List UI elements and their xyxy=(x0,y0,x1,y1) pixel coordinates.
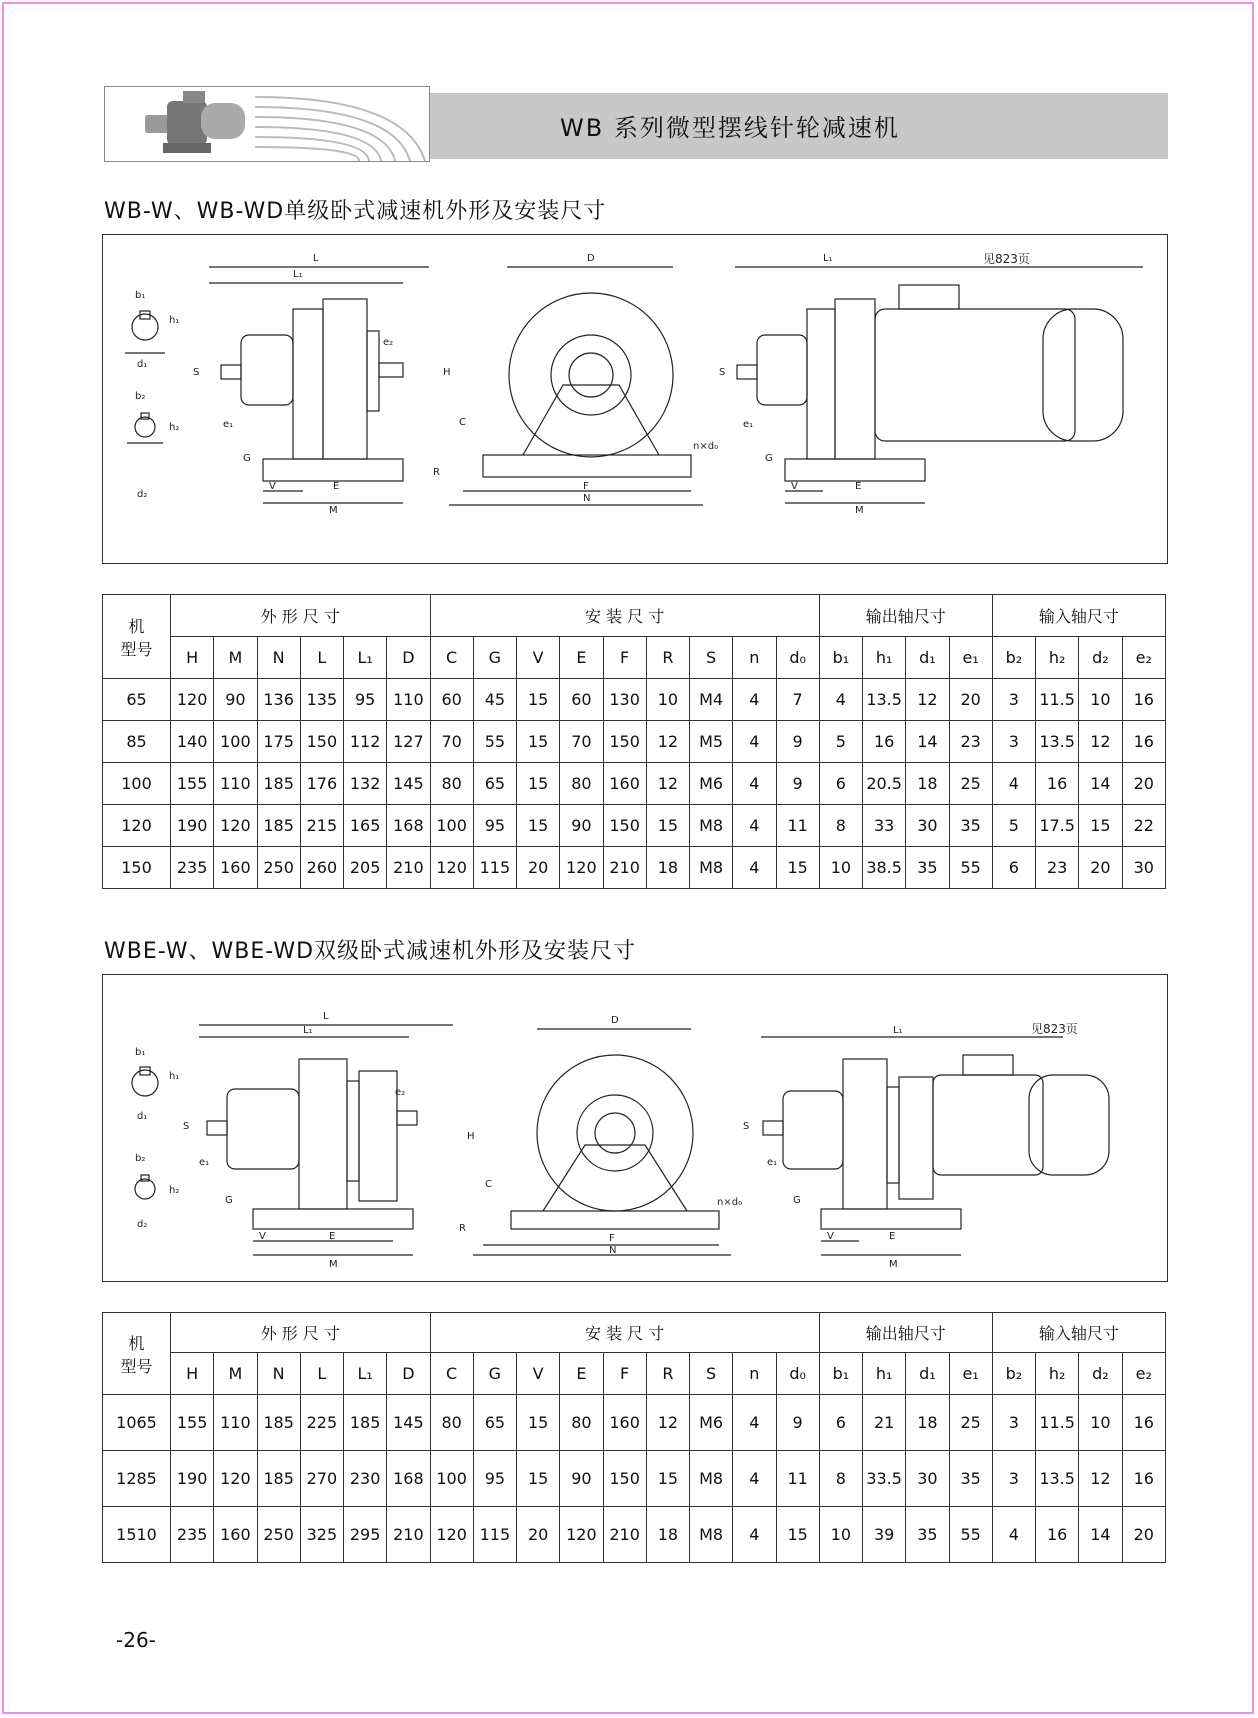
table-row xyxy=(103,847,1166,889)
value-cell: 6 xyxy=(992,847,1035,889)
value-cell: 16 xyxy=(863,721,906,763)
table-row xyxy=(103,1451,1166,1507)
motor-side-view-icon xyxy=(719,252,1143,516)
value-cell: 15 xyxy=(517,1395,560,1451)
value-cell: 130 xyxy=(603,679,646,721)
section1-drawing xyxy=(102,234,1168,564)
svg-text:V: V xyxy=(791,481,798,492)
value-cell: 15 xyxy=(776,1507,819,1563)
value-cell: 4 xyxy=(733,805,776,847)
value-cell: M4 xyxy=(690,679,733,721)
value-cell: 55 xyxy=(949,847,992,889)
value-cell: 16 xyxy=(1122,679,1166,721)
output-shaft-key-icon xyxy=(132,1047,179,1122)
value-cell: 7 xyxy=(776,679,819,721)
table-row xyxy=(103,805,1166,847)
value-cell: 135 xyxy=(300,679,343,721)
value-cell: 25 xyxy=(949,763,992,805)
value-cell: 235 xyxy=(171,847,214,889)
value-cell: 30 xyxy=(906,805,949,847)
value-cell: 14 xyxy=(1079,763,1122,805)
value-cell: 150 xyxy=(603,721,646,763)
svg-text:N: N xyxy=(609,1245,617,1256)
svg-text:G: G xyxy=(765,453,773,464)
value-cell: 20 xyxy=(517,1507,560,1563)
value-cell: 185 xyxy=(257,1451,300,1507)
value-cell: 8 xyxy=(819,1451,862,1507)
value-cell: M8 xyxy=(690,1451,733,1507)
value-cell: 16 xyxy=(1122,721,1166,763)
value-cell: 150 xyxy=(603,1451,646,1507)
value-cell: M5 xyxy=(690,721,733,763)
svg-text:C: C xyxy=(485,1179,492,1190)
value-cell: 100 xyxy=(430,1451,473,1507)
model-header: 机 型号 xyxy=(103,595,171,679)
svg-text:h₂: h₂ xyxy=(169,422,180,433)
value-cell: 160 xyxy=(214,847,257,889)
value-cell: 295 xyxy=(344,1507,387,1563)
svg-text:M: M xyxy=(889,1259,898,1270)
svg-text:见823页: 见823页 xyxy=(983,252,1030,266)
section1-spec-table xyxy=(102,594,1166,889)
table-row xyxy=(103,721,1166,763)
value-cell: 110 xyxy=(214,763,257,805)
svg-text:V: V xyxy=(827,1231,834,1242)
value-cell: 4 xyxy=(733,679,776,721)
value-cell: 35 xyxy=(906,847,949,889)
value-cell: 90 xyxy=(214,679,257,721)
svg-text:M: M xyxy=(329,1259,338,1270)
value-cell: 120 xyxy=(171,679,214,721)
side-view-icon xyxy=(183,1011,453,1270)
group-header: 外 形 尺 寸 xyxy=(171,1313,431,1353)
value-cell: 4 xyxy=(733,1507,776,1563)
value-cell: 16 xyxy=(1122,1395,1166,1451)
group-header: 输出轴尺寸 xyxy=(819,1313,992,1353)
value-cell: 4 xyxy=(819,679,862,721)
group-header: 外 形 尺 寸 xyxy=(171,595,431,637)
value-cell: 205 xyxy=(344,847,387,889)
value-cell: 10 xyxy=(646,679,689,721)
value-cell: 11.5 xyxy=(1036,1395,1079,1451)
value-cell: 23 xyxy=(949,721,992,763)
value-cell: 4 xyxy=(733,1451,776,1507)
value-cell: 210 xyxy=(603,847,646,889)
value-cell: 20.5 xyxy=(863,763,906,805)
value-cell: 9 xyxy=(776,721,819,763)
value-cell: 35 xyxy=(949,805,992,847)
value-cell: 3 xyxy=(992,1451,1035,1507)
value-cell: 35 xyxy=(906,1507,949,1563)
model-cell: 1285 xyxy=(103,1451,171,1507)
value-cell: M8 xyxy=(690,805,733,847)
value-cell: 250 xyxy=(257,1507,300,1563)
svg-text:D: D xyxy=(587,253,595,264)
value-cell: 115 xyxy=(473,1507,516,1563)
table-row xyxy=(103,763,1166,805)
page-number: -26- xyxy=(116,1628,156,1652)
value-cell: 325 xyxy=(300,1507,343,1563)
svg-text:H: H xyxy=(467,1131,475,1142)
value-cell: 4 xyxy=(733,1395,776,1451)
value-cell: 15 xyxy=(776,847,819,889)
svg-text:M: M xyxy=(855,505,864,516)
svg-text:M: M xyxy=(329,505,338,516)
value-cell: 5 xyxy=(819,721,862,763)
svg-text:e₂: e₂ xyxy=(395,1087,406,1098)
value-cell: 185 xyxy=(257,805,300,847)
input-shaft-key-icon xyxy=(135,1153,179,1230)
value-cell: 90 xyxy=(560,805,603,847)
svg-text:E: E xyxy=(889,1231,896,1242)
svg-text:d₁: d₁ xyxy=(137,359,148,370)
value-cell: 11 xyxy=(776,1451,819,1507)
value-cell: 25 xyxy=(949,1395,992,1451)
value-cell: 190 xyxy=(171,805,214,847)
value-cell: 176 xyxy=(300,763,343,805)
svg-text:L₁: L₁ xyxy=(293,269,303,280)
svg-text:h₁: h₁ xyxy=(169,1071,180,1082)
value-cell: 127 xyxy=(387,721,430,763)
svg-text:R: R xyxy=(433,467,440,478)
value-cell: 120 xyxy=(560,847,603,889)
value-cell: 100 xyxy=(214,721,257,763)
svg-text:b₁: b₁ xyxy=(135,290,146,301)
svg-text:b₂: b₂ xyxy=(135,1153,146,1164)
value-cell: 120 xyxy=(430,1507,473,1563)
value-cell: 3 xyxy=(992,1395,1035,1451)
svg-text:D: D xyxy=(611,1015,619,1026)
value-cell: 168 xyxy=(387,1451,430,1507)
value-cell: 20 xyxy=(517,847,560,889)
model-cell: 85 xyxy=(103,721,171,763)
svg-text:L₁: L₁ xyxy=(823,253,833,264)
value-cell: 160 xyxy=(214,1507,257,1563)
value-cell: 9 xyxy=(776,763,819,805)
value-cell: 10 xyxy=(819,847,862,889)
value-cell: 55 xyxy=(473,721,516,763)
value-cell: 13.5 xyxy=(1036,721,1079,763)
side-view-icon xyxy=(193,253,429,516)
value-cell: 18 xyxy=(906,763,949,805)
svg-text:L: L xyxy=(323,1011,329,1022)
value-cell: 120 xyxy=(430,847,473,889)
model-cell: 65 xyxy=(103,679,171,721)
svg-text:R: R xyxy=(459,1223,466,1234)
svg-text:见823页: 见823页 xyxy=(1031,1022,1078,1036)
value-cell: 15 xyxy=(517,679,560,721)
value-cell: 20 xyxy=(1122,1507,1166,1563)
value-cell: 15 xyxy=(517,1451,560,1507)
value-cell: 168 xyxy=(387,805,430,847)
svg-text:e₁: e₁ xyxy=(743,419,754,430)
svg-text:S: S xyxy=(193,367,200,378)
value-cell: 20 xyxy=(1122,763,1166,805)
value-cell: 160 xyxy=(603,1395,646,1451)
value-cell: 175 xyxy=(257,721,300,763)
value-cell: 110 xyxy=(214,1395,257,1451)
svg-text:S: S xyxy=(743,1121,750,1132)
svg-text:d₁: d₁ xyxy=(137,1111,148,1122)
svg-text:e₂: e₂ xyxy=(383,337,394,348)
svg-text:L₁: L₁ xyxy=(893,1025,903,1036)
value-cell: 55 xyxy=(949,1507,992,1563)
value-cell: 185 xyxy=(344,1395,387,1451)
value-cell: 38.5 xyxy=(863,847,906,889)
value-cell: 70 xyxy=(430,721,473,763)
value-cell: 80 xyxy=(560,763,603,805)
value-cell: 110 xyxy=(387,679,430,721)
value-cell: 112 xyxy=(344,721,387,763)
value-cell: 160 xyxy=(603,763,646,805)
svg-text:S: S xyxy=(183,1121,190,1132)
value-cell: 155 xyxy=(171,763,214,805)
svg-text:V: V xyxy=(269,481,276,492)
value-cell: 18 xyxy=(646,1507,689,1563)
svg-text:n×d₀: n×d₀ xyxy=(693,441,719,452)
value-cell: 4 xyxy=(733,847,776,889)
value-cell: 70 xyxy=(560,721,603,763)
svg-text:S: S xyxy=(719,367,726,378)
value-cell: 136 xyxy=(257,679,300,721)
table-row xyxy=(103,679,1166,721)
value-cell: 250 xyxy=(257,847,300,889)
value-cell: 3 xyxy=(992,679,1035,721)
value-cell: 215 xyxy=(300,805,343,847)
value-cell: 30 xyxy=(1122,847,1166,889)
svg-text:h₂: h₂ xyxy=(169,1185,180,1196)
value-cell: 14 xyxy=(1079,1507,1122,1563)
value-cell: 12 xyxy=(646,721,689,763)
model-cell: 1510 xyxy=(103,1507,171,1563)
value-cell: 17.5 xyxy=(1036,805,1079,847)
svg-text:b₂: b₂ xyxy=(135,391,146,402)
value-cell: 132 xyxy=(344,763,387,805)
page-title: WB 系列微型摆线针轮减速机 xyxy=(560,114,900,142)
model-cell: 1065 xyxy=(103,1395,171,1451)
value-cell: 21 xyxy=(863,1395,906,1451)
value-cell: 33.5 xyxy=(863,1451,906,1507)
value-cell: 20 xyxy=(1079,847,1122,889)
svg-text:V: V xyxy=(259,1231,266,1242)
front-view-icon xyxy=(459,1015,742,1256)
value-cell: 13.5 xyxy=(1036,1451,1079,1507)
value-cell: 4 xyxy=(992,763,1035,805)
value-cell: 230 xyxy=(344,1451,387,1507)
value-cell: 15 xyxy=(517,763,560,805)
value-cell: 65 xyxy=(473,763,516,805)
value-cell: 39 xyxy=(863,1507,906,1563)
value-cell: 235 xyxy=(171,1507,214,1563)
column-header-row: H M N L L₁ D C G V E F R S n d₀ b₁ h₁ d₁ e₁ b₂ h₂ d₂ e₂ xyxy=(103,1353,1166,1395)
value-cell: 150 xyxy=(300,721,343,763)
value-cell: 6 xyxy=(819,1395,862,1451)
value-cell: 210 xyxy=(387,1507,430,1563)
value-cell: 18 xyxy=(646,847,689,889)
value-cell: 4 xyxy=(733,763,776,805)
section2-drawing xyxy=(102,974,1168,1282)
svg-text:H: H xyxy=(443,367,451,378)
value-cell: 20 xyxy=(949,679,992,721)
value-cell: 100 xyxy=(430,805,473,847)
value-cell: 145 xyxy=(387,763,430,805)
value-cell: 45 xyxy=(473,679,516,721)
value-cell: 155 xyxy=(171,1395,214,1451)
value-cell: 12 xyxy=(646,763,689,805)
svg-text:E: E xyxy=(855,481,862,492)
gearbox-photo-icon xyxy=(145,91,245,153)
value-cell: 5 xyxy=(992,805,1035,847)
value-cell: 16 xyxy=(1122,1451,1166,1507)
value-cell: 65 xyxy=(473,1395,516,1451)
model-cell: 100 xyxy=(103,763,171,805)
value-cell: 12 xyxy=(646,1395,689,1451)
output-shaft-key-icon xyxy=(125,290,179,370)
group-header: 输入轴尺寸 xyxy=(992,1313,1165,1353)
value-cell: 210 xyxy=(387,847,430,889)
value-cell: 18 xyxy=(906,1395,949,1451)
value-cell: 185 xyxy=(257,1395,300,1451)
value-cell: 185 xyxy=(257,763,300,805)
group-header: 输入轴尺寸 xyxy=(992,595,1165,637)
value-cell: 15 xyxy=(517,721,560,763)
value-cell: 6 xyxy=(819,763,862,805)
model-cell: 120 xyxy=(103,805,171,847)
value-cell: M6 xyxy=(690,1395,733,1451)
svg-text:L₁: L₁ xyxy=(303,1025,313,1036)
value-cell: 90 xyxy=(560,1451,603,1507)
value-cell: 120 xyxy=(560,1507,603,1563)
value-cell: 16 xyxy=(1036,763,1079,805)
group-header: 输出轴尺寸 xyxy=(819,595,992,637)
value-cell: 190 xyxy=(171,1451,214,1507)
value-cell: 150 xyxy=(603,805,646,847)
value-cell: 15 xyxy=(1079,805,1122,847)
value-cell: 95 xyxy=(344,679,387,721)
value-cell: 3 xyxy=(992,721,1035,763)
column-header-row: H M N L L₁ D C G V E F R S n d₀ b₁ h₁ d₁ e₁ b₂ h₂ d₂ e₂ xyxy=(103,637,1166,679)
product-photo xyxy=(104,86,430,162)
value-cell: 23 xyxy=(1036,847,1079,889)
value-cell: M8 xyxy=(690,1507,733,1563)
svg-text:e₁: e₁ xyxy=(223,419,234,430)
svg-text:h₁: h₁ xyxy=(169,315,180,326)
value-cell: 210 xyxy=(603,1507,646,1563)
svg-text:E: E xyxy=(333,481,340,492)
svg-text:E: E xyxy=(329,1231,336,1242)
svg-text:d₂: d₂ xyxy=(137,489,148,500)
value-cell: 15 xyxy=(646,805,689,847)
value-cell: 115 xyxy=(473,847,516,889)
svg-text:F: F xyxy=(609,1233,615,1244)
svg-text:G: G xyxy=(793,1195,801,1206)
value-cell: 15 xyxy=(517,805,560,847)
value-cell: 30 xyxy=(906,1451,949,1507)
table-row xyxy=(103,1395,1166,1451)
value-cell: 35 xyxy=(949,1451,992,1507)
motor-side-view-icon xyxy=(743,1022,1109,1270)
value-cell: 4 xyxy=(733,721,776,763)
value-cell: 95 xyxy=(473,1451,516,1507)
value-cell: 4 xyxy=(992,1507,1035,1563)
value-cell: 8 xyxy=(819,805,862,847)
value-cell: 80 xyxy=(430,763,473,805)
value-cell: 11 xyxy=(776,805,819,847)
svg-text:G: G xyxy=(243,453,251,464)
section1-title: WB-W、WB-WD单级卧式减速机外形及安装尺寸 xyxy=(104,199,607,224)
value-cell: 80 xyxy=(430,1395,473,1451)
value-cell: 14 xyxy=(906,721,949,763)
front-view-icon xyxy=(433,253,718,505)
table-row xyxy=(103,1507,1166,1563)
value-cell: 10 xyxy=(819,1507,862,1563)
value-cell: 120 xyxy=(214,1451,257,1507)
svg-text:G: G xyxy=(225,1195,233,1206)
svg-text:L: L xyxy=(313,253,319,264)
value-cell: 80 xyxy=(560,1395,603,1451)
section2-title: WBE-W、WBE-WD双级卧式减速机外形及安装尺寸 xyxy=(104,939,637,964)
value-cell: 60 xyxy=(430,679,473,721)
svg-text:N: N xyxy=(583,493,591,504)
value-cell: 120 xyxy=(214,805,257,847)
svg-text:b₁: b₁ xyxy=(135,1047,146,1058)
value-cell: 15 xyxy=(646,1451,689,1507)
value-cell: 270 xyxy=(300,1451,343,1507)
value-cell: M8 xyxy=(690,847,733,889)
section2-spec-table xyxy=(102,1312,1166,1563)
value-cell: 140 xyxy=(171,721,214,763)
svg-text:C: C xyxy=(459,417,466,428)
value-cell: 10 xyxy=(1079,679,1122,721)
svg-text:e₁: e₁ xyxy=(199,1157,210,1168)
value-cell: 22 xyxy=(1122,805,1166,847)
group-header: 安 装 尺 寸 xyxy=(430,1313,819,1353)
model-header: 机 型号 xyxy=(103,1313,171,1395)
svg-text:d₂: d₂ xyxy=(137,1219,148,1230)
value-cell: 12 xyxy=(906,679,949,721)
value-cell: 12 xyxy=(1079,1451,1122,1507)
svg-text:n×d₀: n×d₀ xyxy=(717,1197,743,1208)
value-cell: 60 xyxy=(560,679,603,721)
model-cell: 150 xyxy=(103,847,171,889)
value-cell: 12 xyxy=(1079,721,1122,763)
value-cell: 95 xyxy=(473,805,516,847)
value-cell: 16 xyxy=(1036,1507,1079,1563)
value-cell: 225 xyxy=(300,1395,343,1451)
input-shaft-key-icon xyxy=(127,391,179,500)
group-header: 安 装 尺 寸 xyxy=(430,595,819,637)
svg-text:F: F xyxy=(583,481,589,492)
value-cell: 145 xyxy=(387,1395,430,1451)
value-cell: 11.5 xyxy=(1036,679,1079,721)
value-cell: 13.5 xyxy=(863,679,906,721)
svg-text:e₁: e₁ xyxy=(767,1157,778,1168)
value-cell: 260 xyxy=(300,847,343,889)
value-cell: 9 xyxy=(776,1395,819,1451)
value-cell: M6 xyxy=(690,763,733,805)
value-cell: 165 xyxy=(344,805,387,847)
value-cell: 10 xyxy=(1079,1395,1122,1451)
value-cell: 33 xyxy=(863,805,906,847)
